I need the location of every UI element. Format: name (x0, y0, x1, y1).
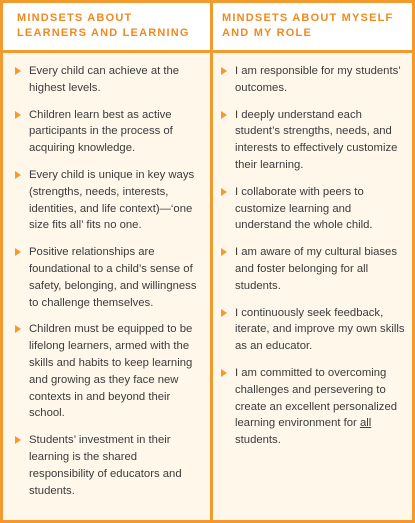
triangle-bullet-icon (15, 111, 21, 119)
triangle-bullet-icon (15, 67, 21, 75)
triangle-bullet-icon (15, 436, 21, 444)
triangle-bullet-icon (221, 309, 227, 317)
triangle-bullet-icon (221, 67, 227, 75)
list-item (219, 184, 407, 234)
list-item-text: I collaborate with peers to customize learning and understand the whole child. (235, 185, 373, 232)
list-item-text: I deeply understand each student’s strengths, needs, and interests to effectively customize their learning. (235, 108, 398, 171)
list-item-text: Positive relationships are foundational to a child’s sense of safety, belonging, and willingness to challenge themselves. (29, 246, 197, 309)
list-item (13, 63, 201, 97)
list-item-text-start: I am committed to overcoming challenges and persevering to create an excellent personalized learning environment for (235, 366, 398, 430)
triangle-bullet-icon (221, 111, 227, 119)
left-column-list (13, 63, 201, 509)
list-item (219, 107, 407, 174)
list-item-text: Every child is unique in key ways (strengths, needs, interests, identities, and life context)—‘one size fits all’ fits no one. (29, 168, 195, 232)
underlined-word: all (359, 417, 372, 430)
list-item (219, 63, 407, 97)
list-item (13, 167, 201, 234)
right-column-title: MINDSETS ABOUT MYSELF AND MY ROLE (222, 12, 394, 39)
header-row (3, 3, 412, 53)
list-item (219, 365, 407, 449)
list-item-text: Every child can achieve at the highest levels. (29, 65, 180, 94)
list-item (13, 432, 201, 499)
list-item-text: Children must be equipped to be lifelong learners, armed with the skills and habits to keep learning and growing as they face new contexts in and beyond their school. (29, 323, 193, 420)
list-item-text: Children learn best as active participants in the process of acquiring knowledge. (29, 108, 173, 155)
triangle-bullet-icon (15, 325, 21, 333)
list-item (13, 107, 201, 157)
triangle-bullet-icon (15, 171, 21, 179)
triangle-bullet-icon (221, 248, 227, 256)
left-column-title: MINDSETS ABOUT LEARNERS AND LEARNING (17, 12, 190, 39)
list-item (13, 321, 201, 422)
list-item-text: I am responsible for my students’ outcomes. (235, 65, 401, 94)
list-item-text-end: students. (235, 434, 281, 447)
right-column-list (219, 63, 407, 459)
list-item-text: I continuously seek feedback, iterate, and improve my own skills as an educator. (235, 306, 405, 353)
list-item (219, 244, 407, 294)
list-item (13, 244, 201, 311)
triangle-bullet-icon (221, 369, 227, 377)
list-item (219, 305, 407, 355)
triangle-bullet-icon (221, 188, 227, 196)
list-item-text: I am aware of my cultural biases and foster belonging for all students. (235, 246, 397, 292)
column-divider (210, 3, 213, 520)
list-item-text: Students’ investment in their learning is the shared responsibility of educators and students. (29, 434, 182, 497)
triangle-bullet-icon (15, 248, 21, 256)
